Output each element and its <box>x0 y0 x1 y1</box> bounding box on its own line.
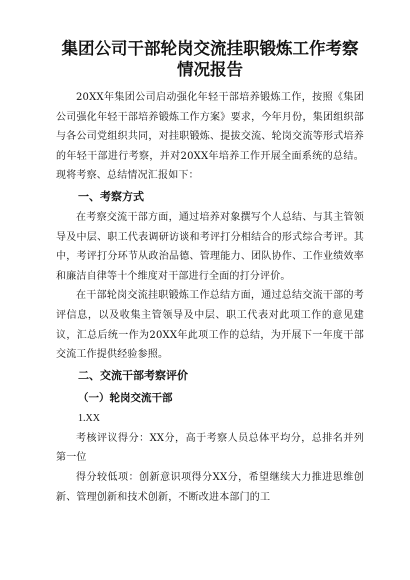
intro-paragraph: 20XX年集团公司启动强化年轻干部培养锻炼工作，按照《集团公司强化年轻干部培养锻炼工作方案》要求，今年月份，集团组织部与各公司党组织共同，对挂职锻炼、提拔交流、轮岗交流等形式培养的年轻干部进行考察，并对20XX年培养工作开展全面系统的总结。现将考察、总结情况汇报如下： <box>56 92 364 182</box>
paragraph-evaluation-score: 考核评议得分：XX分，高于考察人员总体平均分，总排名并列第一位 <box>56 432 364 464</box>
subsection-heading-rotation-cadres: （一）轮岗交流干部 <box>78 391 173 404</box>
paragraph-low-score-item: 得分较低项：创新意识项得分XX分，希望继续大力推进思维创新、管理创新和技术创新，不断改进本部门的工 <box>56 471 364 503</box>
section-heading-inspection-method: 一、考察方式 <box>78 189 144 203</box>
document-title: 集团公司干部轮岗交流挂职锻炼工作考察情况报告 <box>61 39 359 79</box>
paragraph-inspection-cadres: 在考察交流干部方面，通过培养对象撰写个人总结、与其主管领导及中层、职工代表调研访谈和考评打分相结合的形式综合考评。其中，考评打分环节从政治品德、管理能力、团队协作、工作业绩效率和廉洁自律等十个维度对干部进行全面的打分评价。 <box>56 211 364 282</box>
paragraph-work-summary: 在干部轮岗交流挂职锻炼工作总结方面，通过总结交流干部的考评信息，以及收集主管领导及中层、职工代表对此项工作的意见建议，汇总后统一作为20XX年此项工作的总结，为开展下一年度干部交流工作提供经验参照。 <box>56 290 364 361</box>
item-heading: 1.XX <box>78 412 100 424</box>
section-heading-cadre-evaluation: 二、交流干部考察评价 <box>78 368 188 382</box>
